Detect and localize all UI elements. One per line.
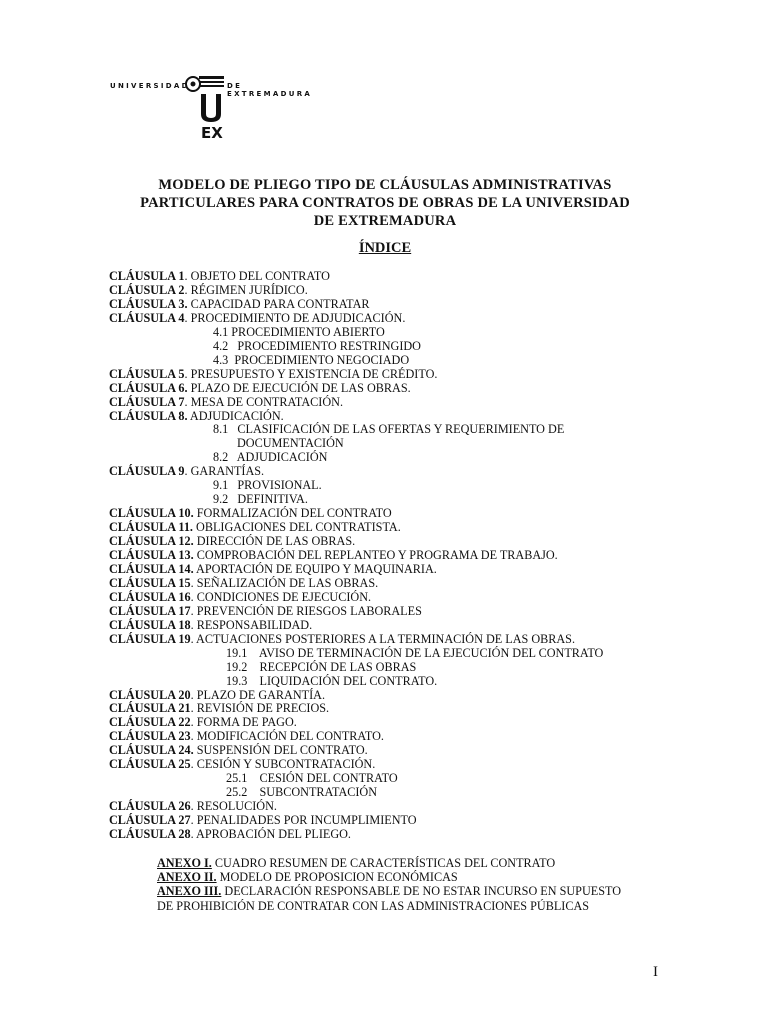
toc-clause-title: . RESPONSABILIDAD. [190,617,313,632]
toc-clause-row [109,284,308,297]
toc-clause-title: FORMALIZACIÓN DEL CONTRATO [193,506,392,521]
toc-subsection: 19.3 LIQUIDACIÓN DEL CONTRATO. [226,673,438,688]
toc-clause-title: . OBJETO DEL CONTRATO [184,269,330,283]
toc-clause-label: CLÁUSULA 7 [109,394,185,409]
toc-clause-label: CLÁUSULA 11. [109,520,193,535]
toc-clause-row [109,758,375,771]
annex-title: DECLARACIÓN RESPONSABLE DE NO ESTAR INCURSO EN SUPUESTO [221,884,622,899]
toc-clause-label: CLÁUSULA 8. [109,408,188,423]
uex-emblem-icon [184,74,224,142]
annex-label: ANEXO III. [157,884,222,899]
toc-subsection: 25.2 SUBCONTRATACIÓN [226,785,378,800]
toc-clause-label: CLÁUSULA 28 [109,827,191,841]
toc-clause-title: . RÉGIMEN JURÍDICO. [184,282,308,297]
toc-subsection: DOCUMENTACIÓN [237,436,344,451]
toc-clause-label: CLÁUSULA 27 [109,813,191,828]
toc-clause-title: APORTACIÓN DE EQUIPO Y MAQUINARIA. [193,561,437,576]
toc-clause-title: . ACTUACIONES POSTERIORES A LA TERMINACIÓN DE LAS OBRAS. [190,631,576,646]
toc-clause-title: PLAZO DE EJECUCIÓN DE LAS OBRAS. [187,380,411,395]
toc-clause-title: COMPROBACIÓN DEL REPLANTEO Y PROGRAMA DE TRABAJO. [193,548,558,562]
toc-clause-title: . PROCEDIMIENTO DE ADJUDICACIÓN. [184,310,406,325]
toc-clause-row [109,270,330,283]
annex-label: ANEXO I. [157,856,212,870]
toc-clause-label: CLÁUSULA 15 [109,575,191,590]
toc-clause-label: CLÁUSULA 16 [109,589,191,604]
toc-clause-row [109,563,437,576]
toc-clause-label: CLÁUSULA 25 [109,757,191,772]
toc-subsection: 19.1 AVISO DE TERMINACIÓN DE LA EJECUCIÓN DEL CONTRATO [226,645,604,660]
toc-clause-title: OBLIGACIONES DEL CONTRATISTA. [192,520,401,535]
toc-clause-row [109,521,401,534]
toc-clause-title: . CESIÓN Y SUBCONTRATACIÓN. [190,757,376,772]
toc-clause-label: CLÁUSULA 6. [109,380,188,395]
toc-clause-row [109,605,422,618]
toc-clause-label: CLÁUSULA 4 [109,310,185,325]
toc-clause-label: CLÁUSULA 20 [109,687,191,702]
toc-clause-row [109,814,417,827]
toc-clause-row [109,577,378,590]
toc-clause-row [109,800,277,813]
page-number: I [653,964,658,980]
toc-clause-row [109,507,392,520]
toc-subsection: 8.2 ADJUDICACIÓN [213,450,328,465]
toc-clause-label: CLÁUSULA 9 [109,464,185,479]
toc-clause-title: . PRESUPUESTO Y EXISTENCIA DE CRÉDITO. [184,366,438,381]
toc-clause-label: CLÁUSULA 17 [109,603,191,618]
toc-clause-label: CLÁUSULA 14. [109,561,194,576]
toc-clause-title: . MESA DE CONTRATACIÓN. [184,394,343,409]
toc-clause-row [109,730,384,743]
toc-clause-row [109,633,575,646]
toc-clause-row [109,744,368,757]
toc-clause-title: . PREVENCIÓN DE RIESGOS LABORALES [190,603,422,618]
toc-clause-row [109,396,343,409]
toc-clause-label: CLÁUSULA 23 [109,729,191,744]
toc-subsection: 9.1 PROVISIONAL. [213,478,322,493]
toc-clause-title: . FORMA DE PAGO. [190,715,297,730]
toc-clause-label: CLÁUSULA 1 [109,269,185,283]
annex-title: CUADRO RESUMEN DE CARACTERÍSTICAS DEL CONTRATO [211,856,556,870]
toc-clause-title: . MODIFICACIÓN DEL CONTRATO. [190,729,384,744]
toc-subsection: 4.2 PROCEDIMIENTO RESTRINGIDO [213,338,421,353]
toc-clause-label: CLÁUSULA 24. [109,743,194,758]
toc-clause-title: ADJUDICACIÓN. [187,408,284,423]
toc-clause-title: SUSPENSIÓN DEL CONTRATO. [193,743,368,758]
annex-row [157,885,621,898]
toc-clause-label: CLÁUSULA 3. [109,296,188,311]
toc-clause-row [109,828,351,841]
toc-clause-label: CLÁUSULA 26 [109,799,191,814]
logo-text-right: DE EXTREMADURA [227,82,313,98]
toc-clause-title: . CONDICIONES DE EJECUCIÓN. [190,589,372,604]
title-line-2: PARTICULARES PARA CONTRATOS DE OBRAS DE LA UNIVERSIDAD [140,195,630,211]
toc-subsection: 25.1 CESIÓN DEL CONTRATO [226,771,398,786]
toc-subsection: 19.2 RECEPCIÓN DE LAS OBRAS [226,659,417,674]
toc-clause-label: CLÁUSULA 2 [109,282,185,297]
toc-clause-label: CLÁUSULA 12. [109,534,194,549]
toc-clause-label: CLÁUSULA 22 [109,715,191,730]
toc-clause-label: CLÁUSULA 10. [109,506,194,521]
logo-ex-text: EX [201,124,223,142]
document-title [100,176,670,230]
toc-clause-title: CAPACIDAD PARA CONTRATAR [187,296,370,311]
toc-clause-title: DIRECCIÓN DE LAS OBRAS. [193,534,356,549]
toc-clause-label: CLÁUSULA 21 [109,701,191,716]
toc-clause-row [109,465,264,478]
toc-clause-row [109,689,325,702]
toc-clause-title: . SEÑALIZACIÓN DE LAS OBRAS. [190,575,379,590]
annex-label: ANEXO II. [157,870,217,885]
toc-subsection: 4.3 PROCEDIMIENTO NEGOCIADO [213,352,410,367]
toc-clause-row [109,312,405,325]
toc-clause-label: CLÁUSULA 19 [109,631,191,646]
logo-text-left: UNIVERSIDAD [110,82,190,90]
toc-subsection: 4.1 PROCEDIMIENTO ABIERTO [213,324,385,339]
toc-clause-title: . RESOLUCIÓN. [190,799,277,814]
toc-clause-row [109,702,329,715]
university-logo [110,74,330,144]
annex-title: MODELO DE PROPOSICION ECONÓMICAS [216,870,458,885]
toc-clause-row [109,591,371,604]
toc-clause-row [109,549,558,562]
toc-clause-title: . REVISIÓN DE PRECIOS. [190,701,330,716]
toc-clause-row [109,716,297,729]
toc-clause-row [109,410,284,423]
toc-clause-row [109,619,312,632]
annex-continuation: DE PROHIBICIÓN DE CONTRATAR CON LAS ADMINISTRACIONES PÚBLICAS [157,898,590,913]
toc-clause-row [109,298,370,311]
toc-clause-title: . PENALIDADES POR INCUMPLIMIENTO [190,813,417,828]
toc-subsection: 9.2 DEFINITIVA. [213,492,308,507]
toc-clause-label: CLÁUSULA 13. [109,548,194,562]
title-line-3: DE EXTREMADURA [313,213,457,229]
index-heading: ÍNDICE [358,240,412,256]
toc-clause-title: . GARANTÍAS. [184,464,265,479]
toc-clause-title: . PLAZO DE GARANTÍA. [190,687,325,702]
title-line-1: MODELO DE PLIEGO TIPO DE CLÁUSULAS ADMINISTRATIVAS [158,177,612,193]
annex-row [157,857,555,870]
toc-clause-row [109,382,411,395]
toc-clause-label: CLÁUSULA 18 [109,617,191,632]
toc-clause-row [109,368,437,381]
toc-clause-title: . APROBACIÓN DEL PLIEGO. [190,827,351,841]
toc-clause-row [109,535,355,548]
toc-subsection: 8.1 CLASIFICACIÓN DE LAS OFERTAS Y REQUERIMIENTO DE [213,422,565,437]
toc-clause-label: CLÁUSULA 5 [109,366,185,381]
annex-row [157,871,458,884]
